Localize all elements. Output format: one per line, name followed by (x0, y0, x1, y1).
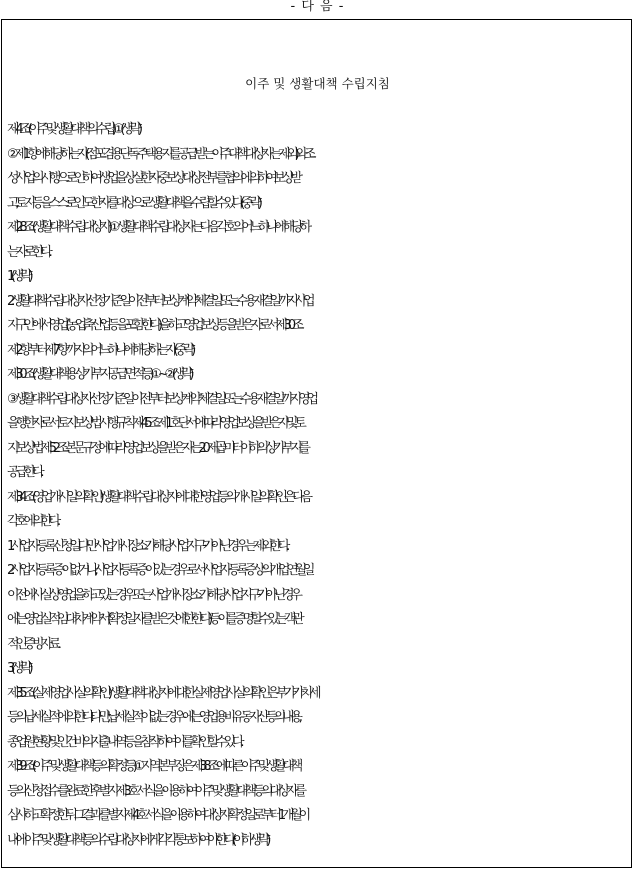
text-line: 제35조(실제영업사실의 확인) 생활대책대상자에 대한 실제 영업사실의 확인은 부가가치세 (7, 685, 318, 701)
text-line: 내에 이주 및 생활대책 등의 수립대상자에게 각각 통보하여야 한다. (이하 생략) (7, 832, 268, 848)
text-line: 지구 안에서 영업(농업, 축산업 등을 포함한다)을 하고 영업보상 등을 받은 자로서 제30조 (7, 318, 301, 333)
text-line: 등의 납세실적에 의한다. 다만, 납세실적이 없는 경우에는 영업용 비유동자산 등의 내용, (7, 710, 299, 725)
text-line: 제2항부터 제7항까지의 어느 하나에 해당하는 자 (중략) (7, 342, 192, 358)
text-line: 적인 증빙자료. (7, 636, 58, 652)
text-line: 2. 사업자등록증이 없거나, 사업자등록증이 있는 경우로서 사업자등록증 상의 개업연월일 (7, 563, 312, 578)
text-line: 이전에 사실상 영업을 하고 있는 경우 또는 사업개시 장소가 해당 사업지구가 아닌 경우 (7, 587, 299, 603)
text-line: 지보상법 제52조 본문 규정에 따라 영업보상을 받은 자는 20제곱미터 이하의 상가부지를 (7, 440, 307, 456)
text-line: 제28조(생활대책 수립대상자) ① 생활대책 수립대상자는 다음 각 호의 어느 하나에 해당하 (7, 220, 308, 235)
text-line: 2. 생활대책 수립대상자 선정기준일 이전부터 보상계약체결일 또는 수용재결일까지 사업 (7, 293, 312, 309)
text-line: 공급한다. (7, 465, 41, 480)
text-line: 성사업의 시행으로 인하여 생업을 상실한 자 중 보상 대상 전부를 협의에 의하여 보상받 (7, 171, 299, 186)
text-line: 등의 신청접수를 완료한 후 별지 제3호서식을 이용하여 이주 및 생활대책 등의 대상자를 (7, 783, 303, 799)
text-line: 에는 영업실적·임대차계약서(확정일자를 받은 것에 한한다) 등 이를 증명할 수 있는 객관 (7, 612, 301, 627)
text-line: ② 제1항에 해당하는 자(점포겸용 단독주택용지를 공급받는 이주대책 대상자는 제외)와 조 (7, 146, 313, 162)
text-line: 는 자로 한다. (7, 244, 49, 260)
text-line: 고, 토지 등을 스스로 인도한 자를 대상으로 생활대책을 수립할 수 있다. (중략) (7, 195, 259, 211)
text-line: 1. 사업자등록 신청일. 다만 사업개시 장소가 해당 사업지구가 아닌 경우는 제외한다. (7, 538, 287, 554)
text-line: ③ 생활대책 수립대상자 선정기준일 이전부터 보상계약체결일 또는 수용재결일까지 영업 (7, 391, 315, 407)
text-line: 3. (생략) (7, 661, 30, 676)
text-line: 종업원 현황 및 인건비의 지출내역 등을 참작하여 이를 확인할 수 있다. (7, 734, 241, 750)
text-line: 제39조(이주 및 생활대책 등의 확정 등) ① 지역본부장은 제38조에 따른 이주 및 생활대책 (7, 759, 300, 774)
text-line: 심사하고 확정한 뒤 그 결과를 별지 제4호서식을 이용하여 대상자 확정일로부터 1개월 이 (7, 808, 307, 823)
text-line: 제34조(영업개시일의 확인) 생활대책 수립대상자에 대한 영업 등의 개시일의 확인은 다음 (7, 489, 309, 505)
text-line: 각 호에 의한다. (7, 514, 57, 529)
text-line: 제4조(이주 및 생활대책의 수립) ① (생략) (7, 122, 139, 137)
page-heading: - 다 음 - (290, 0, 345, 14)
text-line: 1. (생략) (7, 269, 30, 284)
text-line: 제30조(생활대책용 상가부지 공급면적 등) ① ~ ② (생략) (7, 367, 191, 382)
text-line: 을 행한 자로서 토지보상법 시행규칙 제45조제1호 단서에 따라 영업보상을 받은 자 및 토 (7, 416, 303, 431)
document-body (7, 118, 631, 853)
document-title: 이주 및 생활대책 수립지침 (245, 76, 390, 91)
